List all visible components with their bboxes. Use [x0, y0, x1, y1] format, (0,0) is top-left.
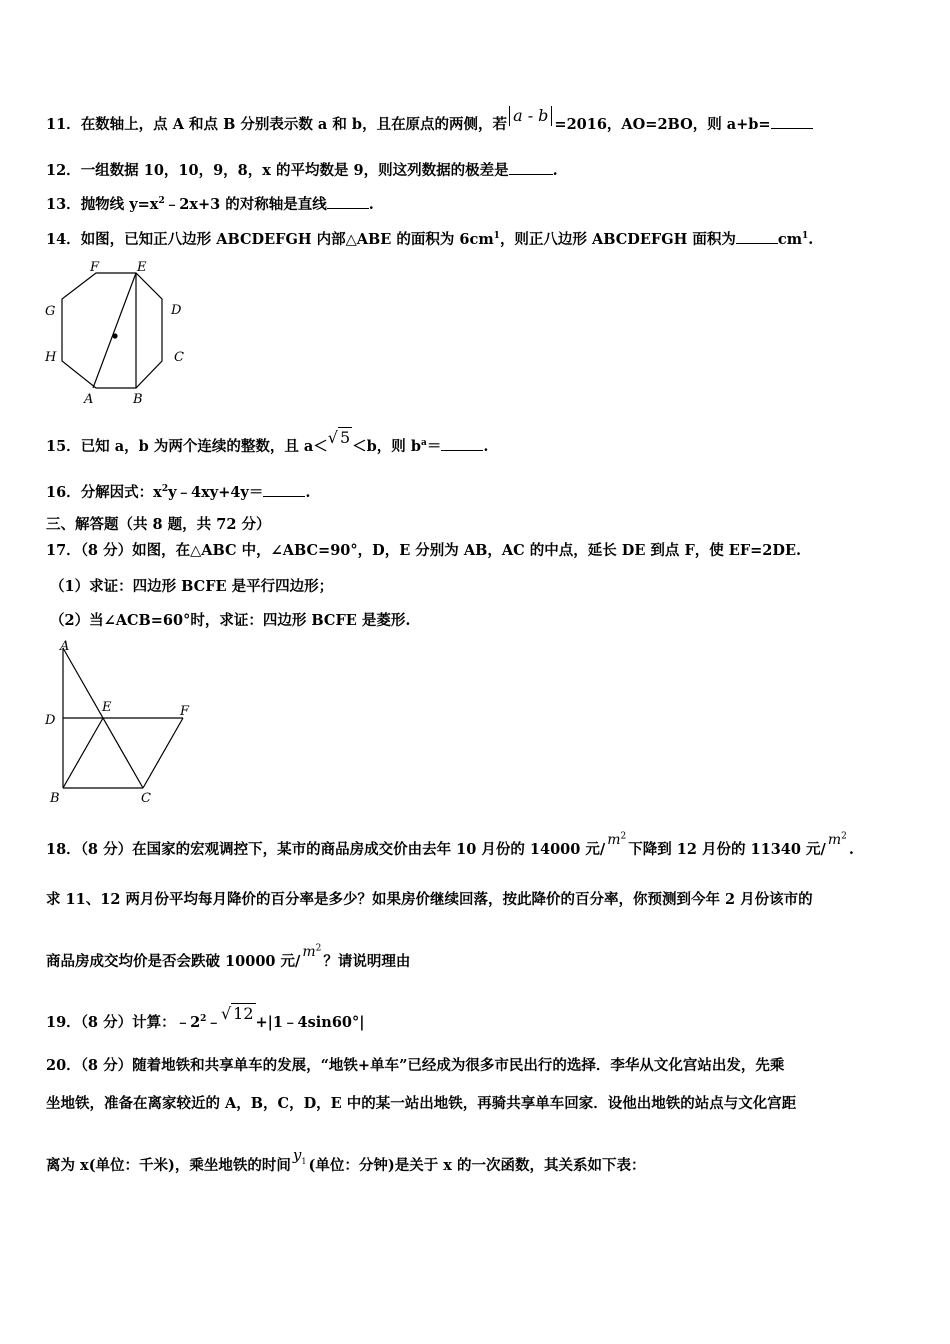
unit-m: m: [607, 832, 621, 848]
segment-ae: [93, 273, 136, 388]
question-number: 12．: [46, 162, 81, 179]
variable-y1: [293, 1145, 307, 1172]
unit-square-meter: [607, 830, 626, 850]
question-end: .: [552, 162, 558, 179]
question-text: =2016，AO=2BO，则 a+b=: [554, 116, 771, 133]
question-text: 一组数据 10，10，9，8，x 的平均数是 9，则这列数据的极差是: [80, 162, 509, 179]
question-number: 17．: [46, 542, 81, 559]
absolute-value-expression: a - b: [509, 106, 552, 126]
label-b: B: [50, 791, 60, 806]
question-text: 下降到 12 月份的 11340 元/: [628, 841, 826, 858]
question-end: .: [483, 438, 489, 455]
question-number: 20．: [46, 1057, 81, 1074]
question-18: [46, 831, 854, 860]
section-heading: 三、解答题（共 8 题，共 72 分）: [46, 516, 271, 533]
answer-blank[interactable]: [771, 114, 813, 129]
variable-subscript: 1: [301, 1157, 307, 1166]
answer-blank[interactable]: [441, 436, 483, 451]
label-f: F: [180, 704, 190, 719]
label-b: B: [133, 392, 143, 407]
answer-blank[interactable]: [263, 482, 305, 497]
question-text: 已知 a，b 为两个连续的整数，且 a＜: [80, 438, 328, 455]
question-text: （8 分）在国家的宏观调控下，某市的商品房成交价由去年 10 月份的 14000 元/: [80, 841, 606, 858]
label-c: C: [141, 791, 151, 806]
center-point: [112, 333, 117, 338]
question-number: 14．: [46, 231, 81, 248]
question-20-line-2: 坐地铁，准备在离家较近的 A，B，C，D，E 中的某一站出地铁，再骑共享单车回家．设他出地铁的站点与文化宫距: [46, 1095, 797, 1112]
superscript: 1: [493, 231, 500, 242]
radicand: 12: [233, 1004, 254, 1023]
question-18-line-3: [46, 943, 411, 972]
question-number: 15．: [46, 438, 81, 455]
question-17: [46, 541, 801, 561]
question-end: .: [368, 196, 374, 213]
question-text: ＜b，则 b: [352, 438, 421, 455]
octagon-outline: [62, 273, 162, 388]
unit-square-meter: [828, 830, 847, 850]
question-14: [46, 229, 813, 250]
question-17-part-2: （2）当∠ACB=60°时，求证：四边形 BCFE 是菱形.: [50, 612, 411, 629]
question-text: ？请说明理由: [323, 953, 411, 970]
superscript: 2: [161, 484, 169, 495]
unit-m: m: [827, 832, 842, 848]
question-12: [46, 160, 558, 181]
question-end: .: [808, 231, 814, 248]
octagon-figure: [40, 255, 200, 407]
question-text: 在数轴上，点 A 和点 B 分别表示数 a 和 b，且在原点的两侧，若: [80, 116, 508, 133]
segment-be: [63, 718, 103, 788]
label-h: H: [45, 350, 57, 365]
question-number: 18．: [46, 841, 81, 858]
question-text: 商品房成交均价是否会跌破 10000 元/: [46, 953, 301, 970]
question-text: ﹣: [206, 1014, 221, 1031]
question-number: 11．: [46, 116, 81, 133]
label-e: E: [102, 700, 112, 715]
question-text: 分解因式：x: [80, 484, 162, 501]
unit-m: m: [302, 944, 316, 960]
question-13: [46, 194, 374, 215]
superscript: 2: [158, 196, 165, 207]
question-text: 离为 x(单位：千米)，乘坐地铁的时间: [46, 1157, 291, 1174]
question-text: （8 分）如图，在△ABC 中，∠ABC=90°，D，E 分别为 AB，AC 的中点，延长 DE 到点 F，使 EF=2DE.: [80, 542, 802, 559]
question-text: （8 分）随着地铁和共享单车的发展，“地铁+单车”已经成为很多市民出行的选择．李华从文化宫站出发，先乘: [80, 1057, 785, 1074]
superscript: 2: [200, 1014, 207, 1025]
triangle-figure: [40, 636, 200, 808]
superscript: 1: [802, 231, 809, 242]
answer-blank[interactable]: [736, 229, 778, 244]
question-20: [46, 1056, 784, 1076]
question-15: [46, 428, 489, 457]
label-a: A: [60, 639, 70, 654]
question-end: .: [848, 841, 854, 858]
question-text: ﹣2x+3 的对称轴是直线: [164, 196, 327, 213]
unit-exponent: 2: [315, 943, 322, 954]
question-20-line-3: [46, 1146, 646, 1182]
variable-y: y: [292, 1146, 302, 1164]
question-text: 如图，已知正八边形 ABCDEFGH 内部△ABE 的面积为 6cm: [80, 231, 494, 248]
question-text: +|1﹣4sin60°|: [255, 1014, 365, 1031]
question-text: y﹣4xy+4y＝: [168, 484, 264, 501]
label-e: E: [137, 260, 147, 275]
question-number: 19．: [46, 1014, 81, 1031]
label-d: D: [171, 303, 182, 318]
question-text: ，则正八边形 ABCDEFGH 面积为: [499, 231, 736, 248]
sqrt-expression: √ 12: [220, 1004, 254, 1023]
label-a: A: [84, 392, 94, 407]
question-19: [46, 1004, 365, 1033]
radicand: 5: [339, 428, 351, 447]
unit-square-meter: [302, 942, 321, 962]
question-18-line-2: 求 11、12 两月份平均每月降价的百分率是多少？如果房价继续回落，按此降价的百分率，你预测到今年 2 月份该市的: [46, 891, 813, 908]
question-text: 抛物线 y=x: [80, 196, 159, 213]
answer-blank[interactable]: [327, 194, 369, 209]
segment-cf: [143, 718, 183, 788]
label-d: D: [45, 713, 56, 728]
question-number: 13．: [46, 196, 81, 213]
question-11: [46, 106, 813, 135]
label-f: F: [90, 260, 100, 275]
question-end: .: [305, 484, 311, 501]
answer-blank[interactable]: [509, 160, 553, 175]
label-c: C: [174, 350, 184, 365]
sqrt-expression: √ 5: [327, 428, 351, 447]
question-text: (单位：分钟)是关于 x 的一次函数，其关系如下表：: [308, 1157, 646, 1174]
question-text: （8 分）计算：﹣2: [80, 1014, 201, 1031]
unit-text: cm: [777, 231, 803, 248]
label-g: G: [45, 304, 56, 319]
unit-exponent: 2: [620, 831, 627, 842]
superscript: a: [420, 438, 427, 449]
unit-exponent: 2: [841, 831, 847, 842]
question-number: 16．: [46, 484, 81, 501]
question-text: ＝: [426, 438, 442, 455]
question-17-part-1: （1）求证：四边形 BCFE 是平行四边形；: [50, 578, 334, 595]
question-16: [46, 482, 310, 503]
